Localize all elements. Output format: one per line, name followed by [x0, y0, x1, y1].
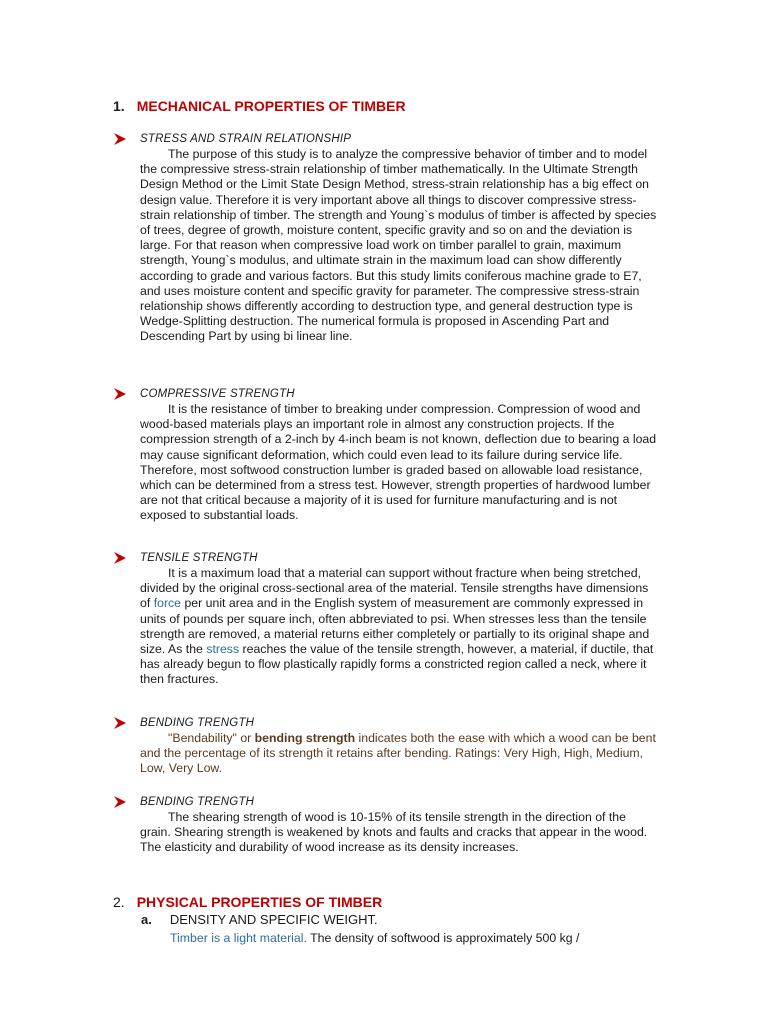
section-subtitle: COMPRESSIVE STRENGTH	[140, 388, 295, 400]
subheading-text: DENSITY AND SPECIFIC WEIGHT.	[169, 912, 378, 927]
section-body: The shearing strength of wood is 10-15% of its tensile strength in the direction of the grain. Shearing strength is weakened by knots and faults and cracks that appear in the wood. The elasticity and durability of wood increase as its density increases.	[140, 810, 648, 855]
stress-link[interactable]: stress	[206, 642, 240, 657]
arrowhead-bullet-icon	[113, 133, 127, 145]
section-compressive-strength	[113, 387, 658, 524]
density-paragraph-start	[170, 931, 579, 945]
density-text: The density of softwood is approximately 500 kg /	[310, 931, 580, 945]
section-subtitle: BENDING TRENGTH	[140, 796, 255, 808]
arrowhead-bullet-icon	[113, 796, 127, 808]
heading-physical-properties	[113, 894, 382, 910]
section-body	[140, 566, 658, 688]
section-subtitle: BENDING TRENGTH	[140, 717, 255, 729]
bendability-quote: "Bendability"	[168, 731, 237, 745]
arrowhead-bullet-icon	[113, 552, 127, 564]
heading-text: MECHANICAL PROPERTIES OF TIMBER	[136, 98, 406, 114]
section-subtitle: TENSILE STRENGTH	[140, 552, 258, 564]
or-text: or	[240, 731, 252, 745]
section-stress-strain	[113, 132, 658, 345]
body-text-part: per unit area and in the English system of measurement are commonly expressed in units of pounds per square inch, often abbreviated to psi. When stresses less than the tensile strength are removed, a material returns either completely or partially to its original shape and size. As the	[140, 596, 650, 657]
section-subtitle: STRESS AND STRAIN RELATIONSHIP	[140, 133, 352, 145]
section-shearing-strength	[113, 795, 658, 856]
section-tensile-strength	[113, 551, 658, 688]
heading-mechanical-properties	[113, 98, 406, 114]
light-material-link[interactable]: Timber is a light material.	[170, 931, 307, 945]
section-body	[140, 731, 658, 777]
subheading-letter: a.	[141, 912, 152, 927]
arrowhead-bullet-icon	[113, 388, 127, 400]
heading-text: PHYSICAL PROPERTIES OF TIMBER	[136, 894, 383, 910]
bending-strength-term: bending strength	[254, 731, 356, 745]
arrowhead-bullet-icon	[113, 717, 127, 729]
body-text-part: indicates both the ease with which a wood can be bent and the percentage of its strength it retains after bending. Ratings: Very High, High, Medium, Low, Very Low.	[140, 731, 656, 776]
section-body: It is the resistance of timber to breaking under compression. Compression of wood and wood-based materials plays an important role in almost any construction projects. If the compression strength of a 2-inch by 4-inch beam is not known, deflection due to bearing a load may cause significant deformation, which could even lead to its failure during service life. Therefore, most softwood construction lumber is graded based on allowable load resistance, which can be determined from a stress test. However, strength properties of hardwood lumber are not that critical because a majority of it is used for furniture manufacturing and is not exposed to substantial loads.	[140, 402, 657, 523]
body-text-part: It is a maximum load that a material can support without fracture when being stretched, divided by the original cross-sectional area of the material. Tensile strengths have dimensions of	[140, 566, 649, 611]
section-body: The purpose of this study is to analyze the compressive behavior of timber and to model the compressive stress-strain relationship of timber mathematically. In the Ultimate Strength Design Method or the Limit State Design Method, stress-strain relationship has a big effect on design value. Therefore it is very important above all things to discover compressive stress-strain relationship of timber. The strength and Young`s modulus of timber is affected by species of trees, degree of growth, moisture content, specific gravity and so on and the deviation is large. For that reason when compressive load work on timber parallel to grain, maximum strength, Young`s modulus, and ultimate strain in the maximum load can show differently according to grade and various factors. But this study limits coniferous machine grade to E7, and uses moisture content and specific gravity for parameter. The compressive stress-strain relationship shows differently according to destruction type, and general destruction type is Wedge-Splitting destruction. The numerical formula is proposed in Ascending Part and Descending Part by using bi linear line.	[140, 147, 657, 344]
heading-number: 1.	[113, 98, 125, 114]
body-text-part: reaches the value of the tensile strength, however, a material, if ductile, that has already begun to flow plastically rapidly forms a constricted region called a neck, where it then fractures.	[140, 642, 654, 687]
subheading-density	[141, 912, 378, 927]
section-bending-strength	[113, 716, 658, 777]
force-link[interactable]: force	[153, 596, 182, 611]
heading-number: 2.	[113, 894, 125, 910]
